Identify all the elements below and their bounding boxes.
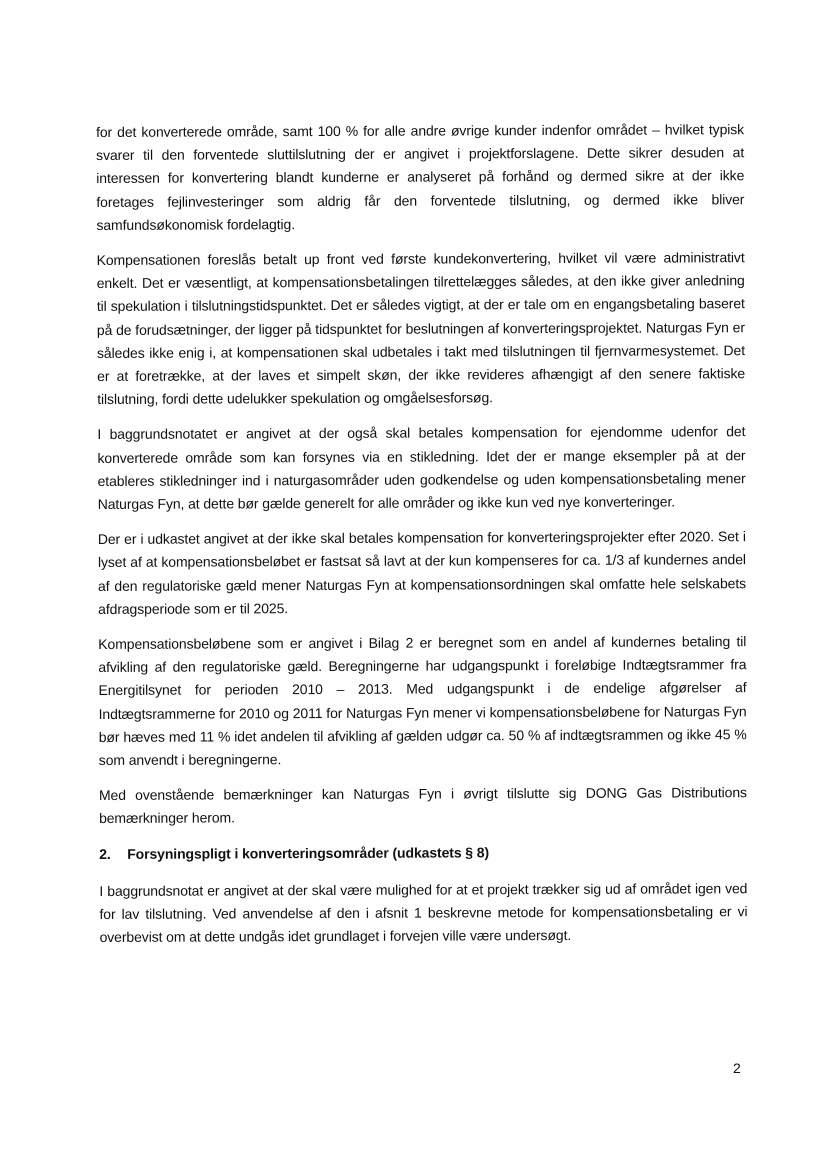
section-heading	[99, 840, 747, 866]
paragraph-2020-limit: Der er i udkastet angivet at der ikke skal betales kompensation for konverteringsprojekter efter 2020. Set i lyset af at kompensationsbeløbet er fastsat så lavt at der kun kompenseres for ca. 1/3 af kundernes andel af den regulatoriske gæld mener Naturgas Fyn at kompensationsordningen skal omfatte hele selskabets afdragsperiode som er til 2025.	[97, 528, 747, 617]
section-number: 2.	[99, 845, 111, 862]
paragraph-service-lines: I baggrundsnotatet er angivet at der også skal betales kompensation for ejendomme udenfor det konverterede område som kan forsynes via en stikledning. Idet der er mange eksempler på at der etableres stikledninger ind i naturgasområder uden godkendelse og uden kompensationsbetaling mener Naturgas Fyn, at dette bør gælde generelt for alle områder og ikke kun ved nye konverteringer.	[97, 423, 746, 513]
page-number: 2	[733, 1060, 741, 1076]
body-text	[96, 118, 748, 961]
paragraph-dong-remarks: Med ovenstående bemærkninger kan Naturgas Fyn i øvrigt tilslutte sig DONG Gas Distributions bemærkninger herom.	[98, 784, 747, 827]
paragraph-coverage: for det konverterede område, samt 100 % for alle andre øvrige kunder indenfor området – hvilket typisk svarer til den forventede sluttilslutning der er angivet i projektforslagene. Dette sikrer desuden at interessen for konvertering blandt kunderne er analyseret på forhånd og dermed sikre at der ikke foretages fejlinvesteringer som aldrig får den forventede tilslutning, og dermed ikke bliver samfundsøkonomisk fordelagtig.	[96, 121, 745, 233]
paragraph-compensation-amounts: Kompensationsbeløbene som er angivet i Bilag 2 er beregnet som en andel af kundernes betaling til afvikling af den regulatoriske gæld. Beregningerne har udgangspunkt i foreløbige Indtægtsrammer fra Energitilsynet for perioden 2010 – 2013. Med udgangspunkt i de endelige afgørelser af Indtægtsrammerne for 2010 og 2011 for Naturgas Fyn mener vi kompensationsbeløbene for Naturgas Fyn bør hæves med 11 % idet andelen til afvikling af gælden udgør ca. 50 % af indtægtsrammen og ikke 45 % som anvendt i beregningerne.	[98, 633, 747, 769]
paragraph-upfront-payment: Kompensationen foreslås betalt up front ved første kundekonvertering, hvilket vil være administrativt enkelt. Det er væsentligt, at kompensationsbetalingen tilrettelægges således, at den ikke giver anledning til spekulation i tilslutningstidspunktet. Det er således vigtigt, at der er tale om en engangsbetaling baseret på de forudsætninger, der ligger på tidspunktet for beslutningen af konverteringsprojektet. Naturgas Fyn er således ikke enig i, at kompensationen skal udbetales i takt med tilslutningen til fjernvarmesystemet. Det er at foretrække, at der laves et simpelt skøn, der ikke revideres afhængigt af den senere faktiske tilslutning, fordi dette udelukker spekulation og omgåelsesforsøg.	[96, 249, 746, 408]
paragraph-withdrawal: I baggrundsnotat er angivet at der skal være mulighed for at et projekt trækker sig ud af området igen ved for lav tilslutning. Ved anvendelse af den i afsnit 1 beskrevne metode for kompensationsbetaling er vi overbevist om at dette undgås idet grundlaget i forvejen ville være undersøgt.	[99, 880, 748, 946]
section-title: Forsyningspligt i konverteringsområder (udkastets § 8)	[127, 843, 490, 862]
